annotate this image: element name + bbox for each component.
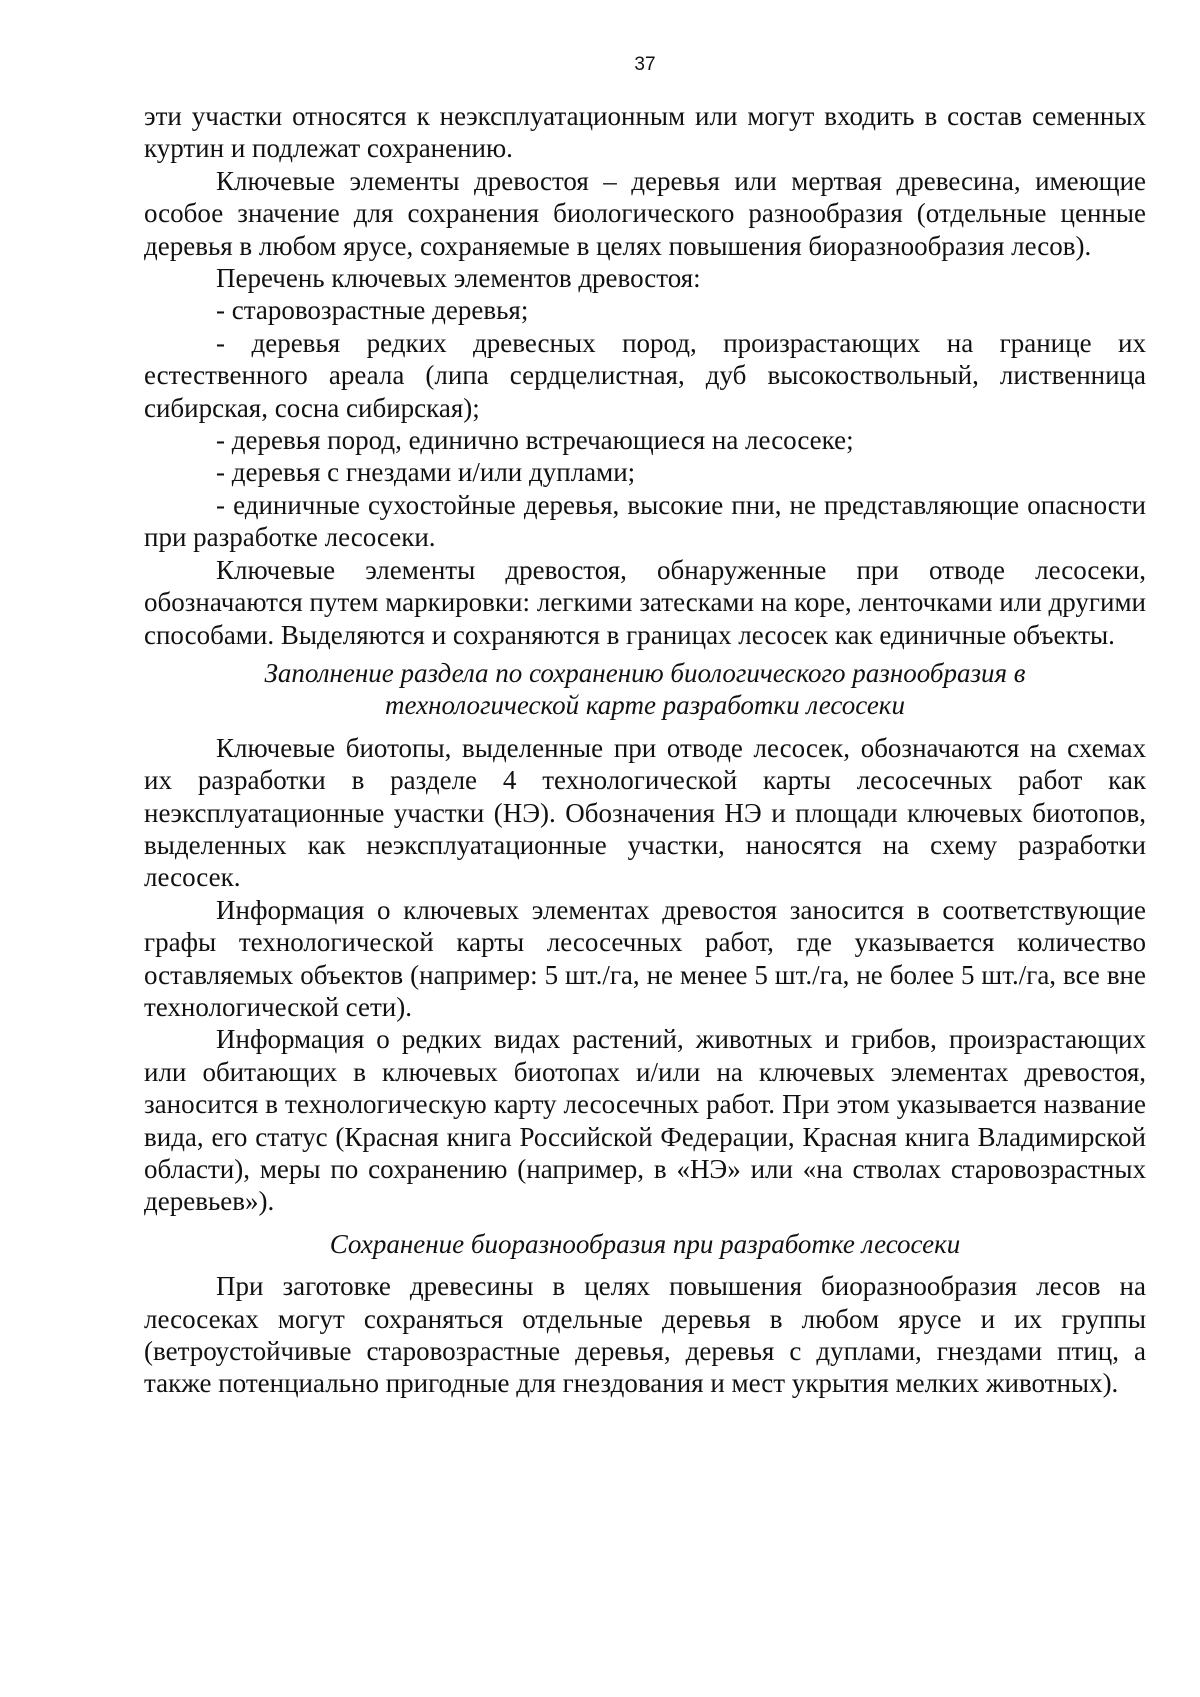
section-heading-preservation: Сохранение биоразнообразия при разработке лесосеки <box>329 1228 961 1259</box>
section-heading-biodiversity-line1: Заполнение раздела по сохранению биологического разнообразия в <box>264 657 1026 688</box>
list-item-rare-species: - деревья редких древесных пород, произрастающих на границе их естественного ареала (липа сердцелистная, дуб высокоствольный, лиственница сибирская, сосна сибирская); <box>144 327 1146 423</box>
list-item-dead-trees: - единичные сухостойные деревья, высокие пни, не представляющие опасности при разработке лесосеки. <box>144 489 1146 553</box>
list-item-nests-hollows: - деревья с гнездами и/или дуплами; <box>216 457 636 488</box>
paragraph-continuation: эти участки относятся к неэксплуатационным или могут входить в состав семенных куртин и подлежат сохранению. <box>144 101 1146 164</box>
section-heading-biodiversity-line2: технологической карте разработки лесосеки <box>385 690 905 721</box>
page-number: 37 <box>634 54 656 75</box>
paragraph-key-biotopes: Ключевые биотопы, выделенные при отводе лесосек, обозначаются на схемах их разработки в разделе 4 технологической карты лесосечных работ как неэксплуатационные участки (НЭ). Обозначения НЭ и площади ключевых биотопов, выделенных как неэксплуатационные участки, наносятся на схему разработки лесосек. <box>144 732 1146 893</box>
paragraph-key-elements-info: Информация о ключевых элементах древостоя заносится в соответствующие графы технологической карты лесосечных работ, где указывается количество оставляемых объектов (например: 5 шт./га, не менее 5 шт./га, не более 5 шт./га, все вне технологической сети). <box>144 894 1146 1022</box>
paragraph-rare-species-info: Информация о редких видах растений, животных и грибов, произрастающих или обитающих в ключевых биотопах и/или на ключевых элементах древостоя, заносится в технологическую карту лесосечных работ. При этом указывается название вида, его статус (Красная книга Российской Федерации, Красная книга Владимирской области), меры по сохранению (например, в «НЭ» или «на стволах старовозрастных деревьев»). <box>144 1024 1146 1217</box>
paragraph-marking: Ключевые элементы древостоя, обнаруженные при отводе лесосеки, обозначаются путем маркировки: легкими затесками на коре, ленточками или другими способами. Выделяются и сохраняются в границах лесосек как единичные объекты. <box>144 554 1146 650</box>
paragraph-list-intro: Перечень ключевых элементов древостоя: <box>216 263 701 294</box>
paragraph-harvesting: При заготовке древесины в целях повышения биоразнообразия лесов на лесосеках могут сохраняться отдельные деревья в любом ярусе и их группы (ветроустойчивые старовозрастные деревья, деревья с дуплами, гнездами птиц, а также потенциально пригодные для гнездования и мест укрытия мелких животных). <box>144 1271 1146 1399</box>
list-item-single-species: - деревья пород, единично встречающиеся на лесосеке; <box>216 425 854 456</box>
paragraph-key-elements-definition: Ключевые элементы древостоя – деревья или мертвая древесина, имеющие особое значение для сохранения биологического разнообразия (отдельные ценные деревья в любом ярусе, сохраняемые в целях повышения биоразнообразия лесов). <box>144 165 1146 261</box>
document-page <box>144 50 1146 1400</box>
list-item-old-trees: - старовозрастные деревья; <box>216 295 529 326</box>
